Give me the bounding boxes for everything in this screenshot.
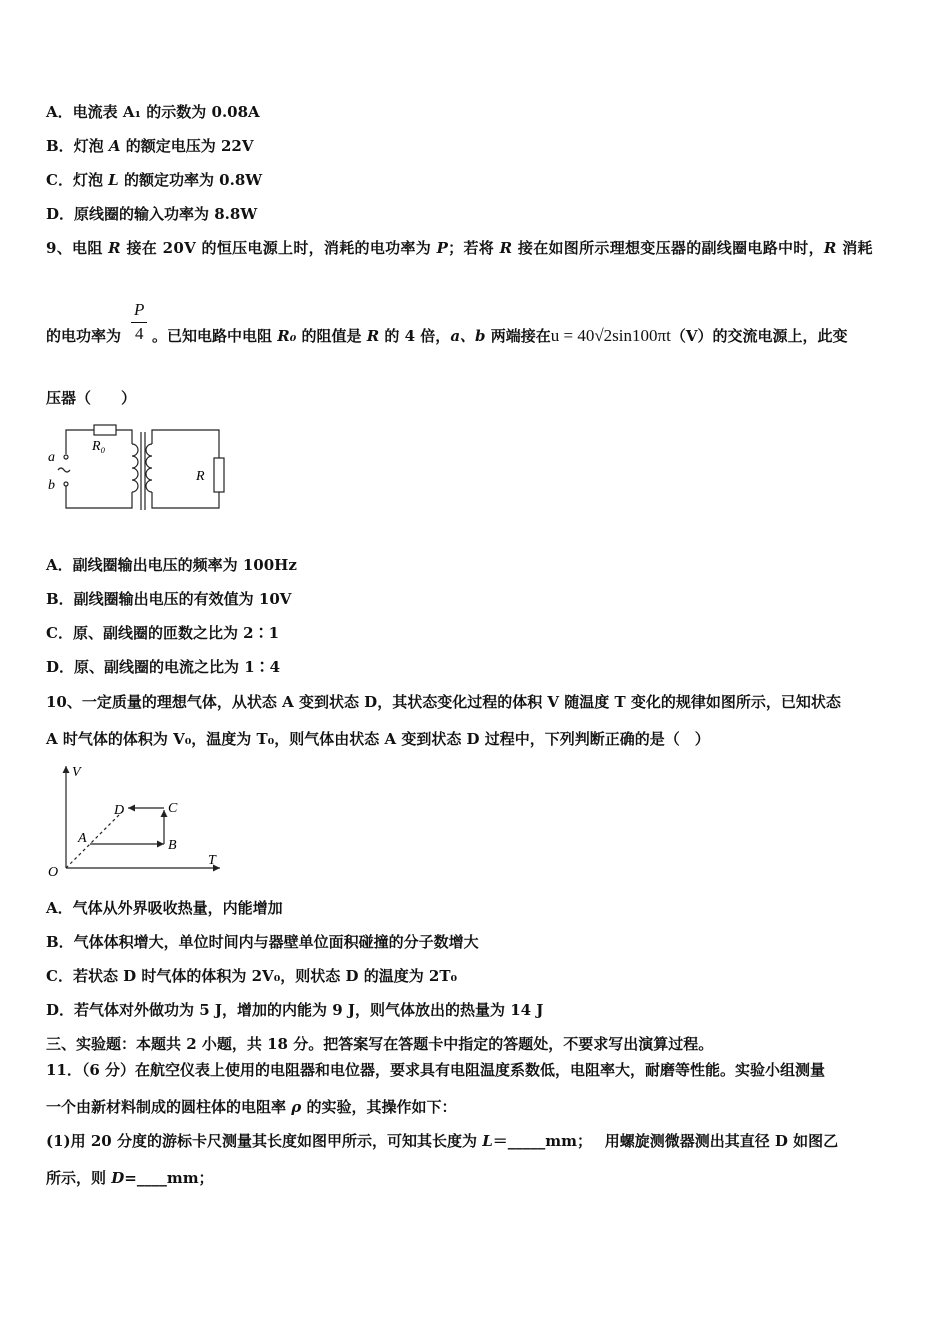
q11-s2b: 的实验，其操作如下： <box>301 1098 457 1116</box>
q11-s3a: (1)用 20 分度的游标卡尺测量其长度如图甲所示，可知其长度为 <box>46 1132 483 1150</box>
q9-s2c: 的阻值是 <box>296 327 367 345</box>
q9-s1c: ；若将 <box>448 239 500 257</box>
q9-transformer-diagram <box>44 418 234 518</box>
q11-stem-line1: 11．（6 分）在航空仪表上使用的电阻器和电位器，要求具有电阻温度系数低，电阻率大，耐磨等性能。实验小组测量 <box>46 1061 826 1079</box>
q9-s2f: （V）的交流电源上，此变 <box>670 327 848 345</box>
q10-option-a: A．气体从外界吸收热量，内能增加 <box>46 899 283 917</box>
q10-option-d: D．若气体对外做功为 5 J，增加的内能为 9 J，则气体放出的热量为 14 J <box>46 1001 544 1019</box>
q10-origin-O: O <box>48 865 59 880</box>
q9-stem-line2-a: 的电功率为 <box>46 327 122 345</box>
q9-s1-R2: R <box>499 239 513 257</box>
q8-option-b <box>46 136 254 156</box>
q9-s2-ab: a、b <box>450 327 486 345</box>
q9-s2b: 。已知电路中电阻 <box>152 327 278 345</box>
q8-option-c-post: 的额定功率为 0.8W <box>118 171 263 189</box>
q9-frac-denominator: 4 <box>135 324 144 343</box>
q11-s4b: =____mm； <box>124 1169 214 1187</box>
q8-option-c-var: L <box>108 171 119 189</box>
q9-formula: u = 40√2sin100πt <box>550 326 671 345</box>
q10-stem-line1: 10、一定质量的理想气体，从状态 A 变到状态 D，其状态变化过程的体积 V 随温度 T 变化的规律如图所示，已知状态 <box>46 693 841 711</box>
q8-option-c-pre: C．灯泡 <box>46 171 109 189</box>
q10-option-b: B．气体体积增大，单位时间内与器壁单位面积碰撞的分子数增大 <box>46 933 479 951</box>
q11-stem-line4 <box>46 1168 214 1188</box>
q11-D: D <box>111 1169 125 1187</box>
q9-s1b: 接在 20V 的恒压电源上时，消耗的电功率为 <box>120 239 437 257</box>
q8-option-a: A．电流表 A₁ 的示数为 0.08A <box>46 103 260 121</box>
q10-axis-V: V <box>72 765 81 780</box>
q11-rho: ρ <box>291 1098 302 1116</box>
q10-vt-graph <box>44 760 234 882</box>
q11-stem-line3 <box>46 1131 838 1151</box>
q9-fig-label-R0: R₀ <box>92 439 106 454</box>
q9-s1e: 消耗 <box>836 239 873 257</box>
q9-option-b: B．副线圈输出电压的有效值为 10V <box>46 590 292 608</box>
q9-s2d: 的 4 倍， <box>379 327 451 345</box>
q9-s2e: 两端接在 <box>485 327 551 345</box>
q11-L: L <box>482 1132 493 1150</box>
q9-s1d: 接在如图所示理想变压器的副线圈电路中时， <box>512 239 824 257</box>
q10-point-B: B <box>168 838 177 853</box>
q9-fig-label-b: b <box>48 478 55 493</box>
q8-option-d: D．原线圈的输入功率为 8.8W <box>46 205 258 223</box>
q11-s4a: 所示，则 <box>46 1169 112 1187</box>
q10-point-C: C <box>168 801 178 816</box>
section-3-heading: 三、实验题：本题共 2 小题，共 18 分。把答案写在答题卡中指定的答题处，不要求写出演算过程。 <box>46 1035 714 1053</box>
q9-option-c: C．原、副线圈的匝数之比为 2∶1 <box>46 624 280 642</box>
q9-stem-line2-b <box>152 326 847 346</box>
q10-stem-line2: A 时气体的体积为 V₀，温度为 T₀，则气体由状态 A 变到状态 D 过程中，下列判断正确的是（ ） <box>46 730 710 748</box>
q11-s3b: ＝_____mm； 用螺旋测微器测出其直径 D 如图乙 <box>492 1132 839 1150</box>
q9-s1-R3: R <box>823 239 837 257</box>
q9-s2-R: R <box>366 327 380 345</box>
q9-s2-R0: R₀ <box>277 327 297 345</box>
q8-option-c <box>46 170 262 190</box>
q8-option-b-var: A <box>108 137 121 155</box>
q9-s1a: 9、电阻 <box>46 239 109 257</box>
q8-option-b-pre: B．灯泡 <box>46 137 109 155</box>
q9-stem-line1 <box>46 238 873 258</box>
q9-frac-bar <box>131 322 147 323</box>
q11-stem-line2 <box>46 1097 456 1117</box>
q10-point-A: A <box>78 831 87 846</box>
q8-option-b-post: 的额定电压为 22V <box>120 137 254 155</box>
q9-frac-numerator: P <box>134 300 145 319</box>
q9-option-d: D．原、副线圈的电流之比为 1∶4 <box>46 658 281 676</box>
q9-fig-label-a: a <box>48 450 55 465</box>
q11-s2a: 一个由新材料制成的圆柱体的电阻率 <box>46 1098 292 1116</box>
q10-point-D: D <box>114 803 125 818</box>
q9-fig-label-R: R <box>196 469 205 484</box>
q9-s1-P: P <box>436 239 449 257</box>
q10-axis-T: T <box>208 853 216 868</box>
q9-stem-line3: 压器（ ） <box>46 389 137 407</box>
q9-s1-R1: R <box>108 239 121 257</box>
q10-option-c: C．若状态 D 时气体的体积为 2V₀，则状态 D 的温度为 2T₀ <box>46 967 458 985</box>
q9-option-a: A．副线圈输出电压的频率为 100Hz <box>46 556 297 574</box>
